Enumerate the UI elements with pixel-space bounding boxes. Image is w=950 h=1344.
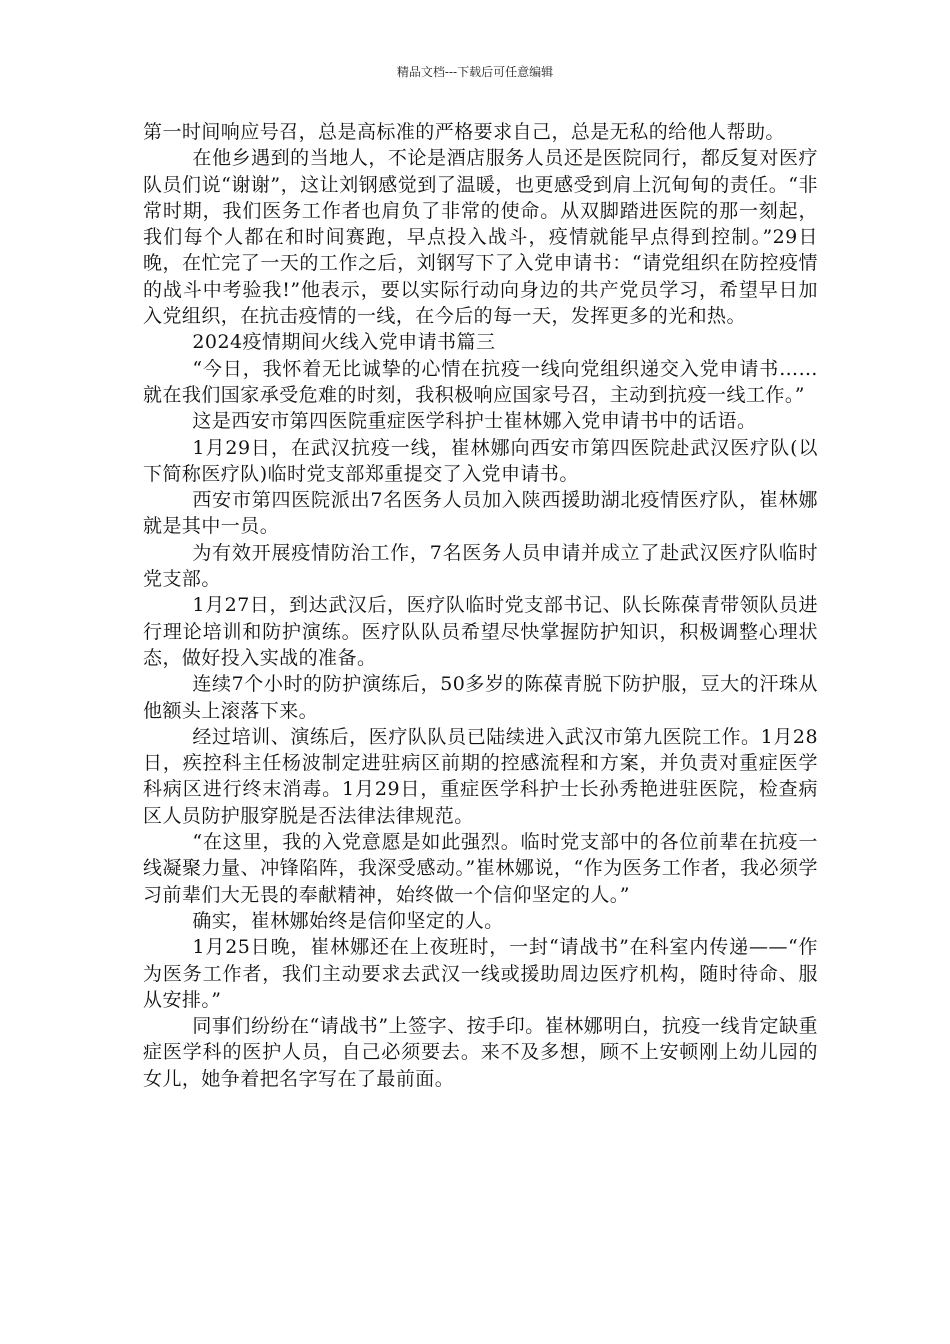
paragraph-12: 确实，崔林娜始终是信仰坚定的人。	[192, 909, 504, 932]
paragraph-1: 第一时间响应号召，总是高标准的严格要求自己，总是无私的给他人帮助。	[143, 121, 785, 143]
section-heading: 2024疫情期间火线入党申请书篇三	[192, 331, 496, 354]
document-body	[143, 119, 818, 1092]
paragraph-9: 连续7个小时的防护演练后，50多岁的陈葆青脱下防护服，豆大的汗珠从他额头上滚落下来。	[143, 673, 818, 722]
paragraph-10: 经过培训、演练后，医疗队队员已陆续进入武汉市第九医院工作。1月28日，疾控科主任杨波制定进驻病区前期的控感流程和方案，并负责对重症医学科病区进行终末消毒。1月29日，重症医学科护士长孙秀艳进驻医院，检查病区人员防护服穿脱是否法律法律规范。	[143, 725, 818, 827]
page-header: 精品文档---下载后可任意编辑	[396, 65, 554, 79]
paragraph-4: 这是西安市第四医院重症医学科护士崔林娜入党申请书中的话语。	[192, 410, 757, 433]
paragraph-7: 为有效开展疫情防治工作，7名医务人员申请并成立了赴武汉医疗队临时党支部。	[143, 541, 818, 591]
paragraph-2: 在他乡遇到的当地人，不论是酒店服务人员还是医院同行，都反复对医疗队员们说“谢谢”，这让刘钢感觉到了温暖，也更感受到肩上沉甸甸的责任。“非常时期，我们医务工作者也肩负了非常的使命。从双脚踏进医院的那一刻起，我们每个人都在和时间赛跑，早点投入战斗，疫情就能早点得到控制。”29日晚，在忙完了一天的工作之后，刘钢写下了入党申请书：“请党组织在防控疫情的战斗中考验我!”他表示，要以实际行动向身边的共产党员学习，希望早日加入党组织，在抗击疫情的一线，在今后的每一天，发挥更多的光和热。	[143, 147, 818, 328]
paragraph-13: 1月25日晚，崔林娜还在上夜班时，一封“请战书”在科室内传递——“作为医务工作者，我们主动要求去武汉一线或援助周边医疗机构，随时待命、服从安排。”	[143, 936, 818, 1011]
paragraph-5: 1月29日，在武汉抗疫一线，崔林娜向西安市第四医院赴武汉医疗队(以下简称医疗队)临时党支部郑重提交了入党申请书。	[143, 436, 818, 485]
paragraph-11: “在这里，我的入党意愿是如此强烈。临时党支部中的各位前辈在抗疫一线凝聚力量、冲锋陷阵，我深受感动。”崔林娜说，“作为医务工作者，我必须学习前辈们大无畏的奉献精神，始终做一个信仰坚定的人。”	[143, 831, 818, 906]
paragraph-14: 同事们纷纷在“请战书”上签字、按手印。崔林娜明白，抗疫一线肯定缺重症医学科的医护人员，自己必须要去。来不及多想，顾不上安顿刚上幼儿园的女儿，她争着把名字写在了最前面。	[143, 1015, 818, 1090]
paragraph-8: 1月27日，到达武汉后，医疗队临时党支部书记、队长陈葆青带领队员进行理论培训和防护演练。医疗队队员希望尽快掌握防护知识，积极调整心理状态，做好投入实战的准备。	[143, 594, 818, 669]
paragraph-6: 西安市第四医院派出7名医务人员加入陕西援助湖北疫情医疗队，崔林娜就是其中一员。	[143, 489, 818, 538]
paragraph-3: “今日，我怀着无比诚挚的心情在抗疫一线向党组织递交入党申请书……就在我们国家承受危难的时刻，我积极响应国家号召，主动到抗疫一线工作。”	[143, 357, 818, 406]
